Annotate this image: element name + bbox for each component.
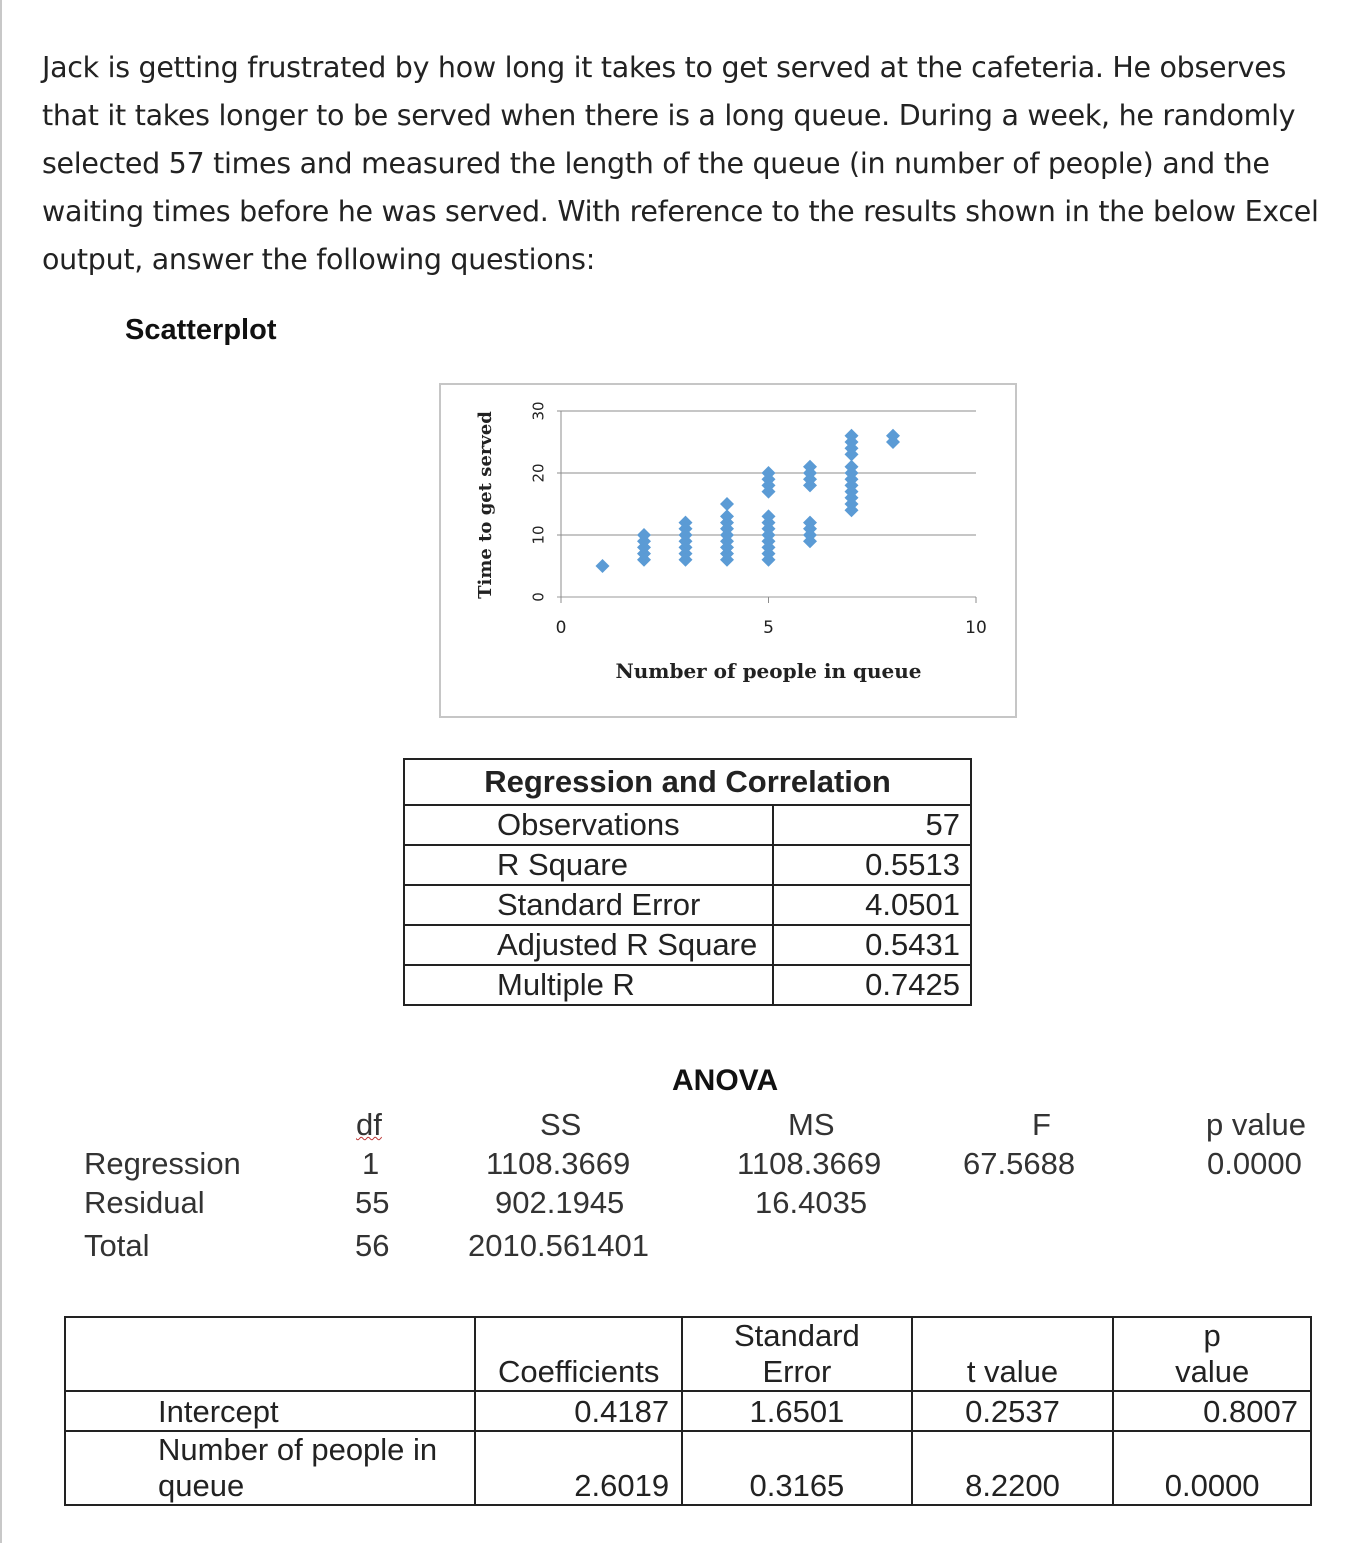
y-axis-title: Time to get served	[475, 411, 496, 599]
anova-header-ms: MS	[788, 1107, 835, 1142]
coef-cell: 0.2537	[912, 1391, 1114, 1431]
problem-line: waiting times before he was served. With reference to the results shown in the below Excel	[42, 195, 1319, 228]
anova-title: ANOVA	[672, 1064, 779, 1097]
page-left-border	[0, 0, 2, 1543]
regression-value: 0.7425	[773, 965, 971, 1005]
coef-row-label: Intercept	[65, 1391, 475, 1431]
header-p-value-line: p	[1203, 1318, 1221, 1353]
x-tick-label: 0	[555, 618, 567, 638]
problem-line: Jack is getting frustrated by how long it takes to get served at the cafeteria. He observes	[42, 51, 1287, 84]
header-standard-error	[682, 1317, 912, 1391]
header-p-value-line: value	[1175, 1354, 1250, 1389]
table-row	[65, 1391, 1311, 1431]
anova-cell: 55	[355, 1185, 390, 1220]
coefficients-table	[64, 1316, 1312, 1506]
coef-cell: 0.3165	[682, 1431, 912, 1505]
coef-row-label-line: queue	[158, 1468, 245, 1503]
anova-header-f: F	[1032, 1107, 1051, 1142]
header-standard-error-line: Standard	[733, 1318, 860, 1353]
regression-value: 57	[773, 805, 971, 845]
table-row	[65, 1431, 1311, 1505]
regression-label: Observations	[404, 805, 773, 845]
regression-label: Standard Error	[404, 885, 773, 925]
scatter-chart-svg	[441, 385, 1015, 716]
anova-cell: 2010.561401	[468, 1228, 650, 1263]
header-t-value: t value	[912, 1317, 1114, 1391]
x-axis-title: Number of people in queue	[615, 659, 922, 683]
header-coefficients: Coefficients	[475, 1317, 682, 1391]
anova-cell: 16.4035	[755, 1185, 868, 1220]
anova-row-label: Total	[84, 1228, 150, 1263]
y-tick-label: 10	[529, 525, 548, 545]
coef-cell: 0.0000	[1113, 1431, 1311, 1505]
header-empty-cell	[65, 1317, 475, 1391]
regression-value: 0.5431	[773, 925, 971, 965]
regression-label: R Square	[404, 845, 773, 885]
scatter-chart	[439, 383, 1017, 718]
anova-row-label: Regression	[84, 1146, 241, 1181]
header-p-value	[1113, 1317, 1311, 1391]
problem-line: that it takes longer to be served when there is a long queue. During a week, he randomly	[42, 99, 1296, 132]
coef-cell: 0.8007	[1113, 1391, 1311, 1431]
anova-row-label: Residual	[84, 1185, 205, 1220]
coef-row-label	[65, 1431, 475, 1505]
coef-cell: 1.6501	[682, 1391, 912, 1431]
regression-table-title: Regression and Correlation	[404, 759, 971, 805]
anova-cell: 1108.3669	[486, 1146, 631, 1181]
table-row	[404, 805, 971, 845]
regression-label: Multiple R	[404, 965, 773, 1005]
table-row	[404, 845, 971, 885]
table-row	[404, 925, 971, 965]
x-tick-label: 5	[763, 618, 774, 638]
coef-cell: 2.6019	[475, 1431, 682, 1505]
anova-header-p: p value	[1206, 1107, 1306, 1142]
header-standard-error-line: Error	[762, 1354, 832, 1389]
coef-row-label-line: Number of people in	[158, 1432, 438, 1467]
y-tick-label: 20	[529, 463, 548, 483]
anova-cell: 56	[355, 1228, 390, 1263]
anova-header-ss: SS	[540, 1107, 582, 1142]
anova-cell: 1	[362, 1146, 380, 1181]
data-point	[596, 559, 610, 573]
y-tick-label: 30	[529, 401, 548, 421]
coef-cell: 0.4187	[475, 1391, 682, 1431]
table-row	[404, 885, 971, 925]
scatterplot-heading: Scatterplot	[125, 314, 277, 346]
x-tick-label: 10	[965, 618, 987, 638]
regression-label: Adjusted R Square	[404, 925, 773, 965]
y-tick-label: 0	[529, 592, 548, 602]
anova-cell: 67.5688	[963, 1146, 1076, 1181]
table-row	[404, 965, 971, 1005]
regression-value: 4.0501	[773, 885, 971, 925]
regression-value: 0.5513	[773, 845, 971, 885]
problem-line: selected 57 times and measured the length of the queue (in number of people) and the	[42, 147, 1270, 180]
coef-cell: 8.2200	[912, 1431, 1114, 1505]
anova-cell: 902.1945	[495, 1185, 625, 1220]
table-header-row	[65, 1317, 1311, 1391]
anova-cell: 0.0000	[1207, 1146, 1302, 1181]
anova-cell: 1108.3669	[737, 1146, 882, 1181]
anova-header-df: df	[356, 1107, 382, 1142]
problem-line: output, answer the following questions:	[42, 243, 596, 276]
regression-table	[403, 758, 972, 1006]
data-point	[720, 497, 734, 511]
problem-statement	[42, 44, 1332, 284]
